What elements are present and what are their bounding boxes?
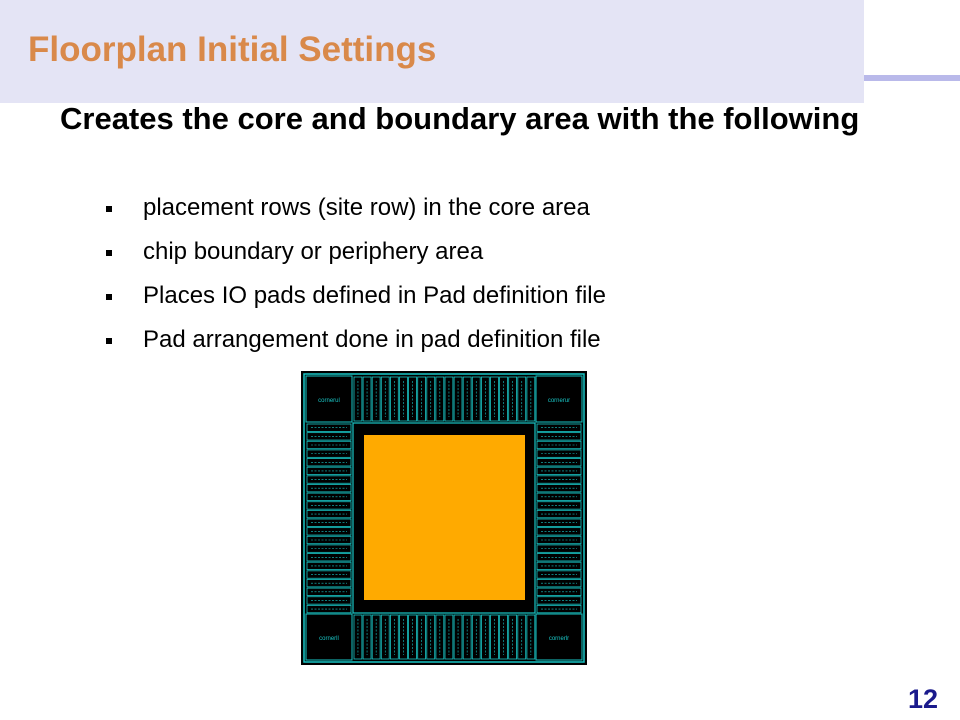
core-area	[364, 435, 525, 600]
sub-bullet-text: chip boundary or periphery area	[143, 238, 484, 265]
sub-bullet-text: placement rows (site row) in the core area	[143, 194, 590, 221]
sub-bullet-item	[106, 238, 606, 282]
sub-bullet-text: Places IO pads defined in Pad definition file	[143, 282, 606, 309]
corner-label-ul: cornerul	[318, 398, 340, 404]
main-bullet-point: Creates the core and boundary area with the following	[60, 101, 860, 136]
square-bullet-icon	[106, 250, 112, 256]
square-bullet-icon	[106, 338, 112, 344]
title-accent-rule	[864, 75, 960, 81]
corner-label-lr: cornerlr	[548, 636, 570, 642]
sub-bullet-item	[106, 282, 606, 326]
chip-floorplan-figure	[301, 371, 587, 665]
sub-bullet-list	[106, 194, 606, 370]
square-bullet-icon	[106, 206, 112, 212]
corner-label-ur: cornerur	[547, 398, 571, 404]
square-bullet-icon	[106, 294, 112, 300]
corner-label-ll: cornerll	[319, 636, 339, 642]
slide-title: Floorplan Initial Settings	[28, 30, 437, 69]
sub-bullet-item	[106, 194, 606, 238]
page-number: 12	[907, 684, 938, 714]
chip-floorplan-svg	[301, 371, 587, 665]
sub-bullet-text: Pad arrangement done in pad definition file	[143, 326, 601, 353]
sub-bullet-item	[106, 326, 606, 370]
